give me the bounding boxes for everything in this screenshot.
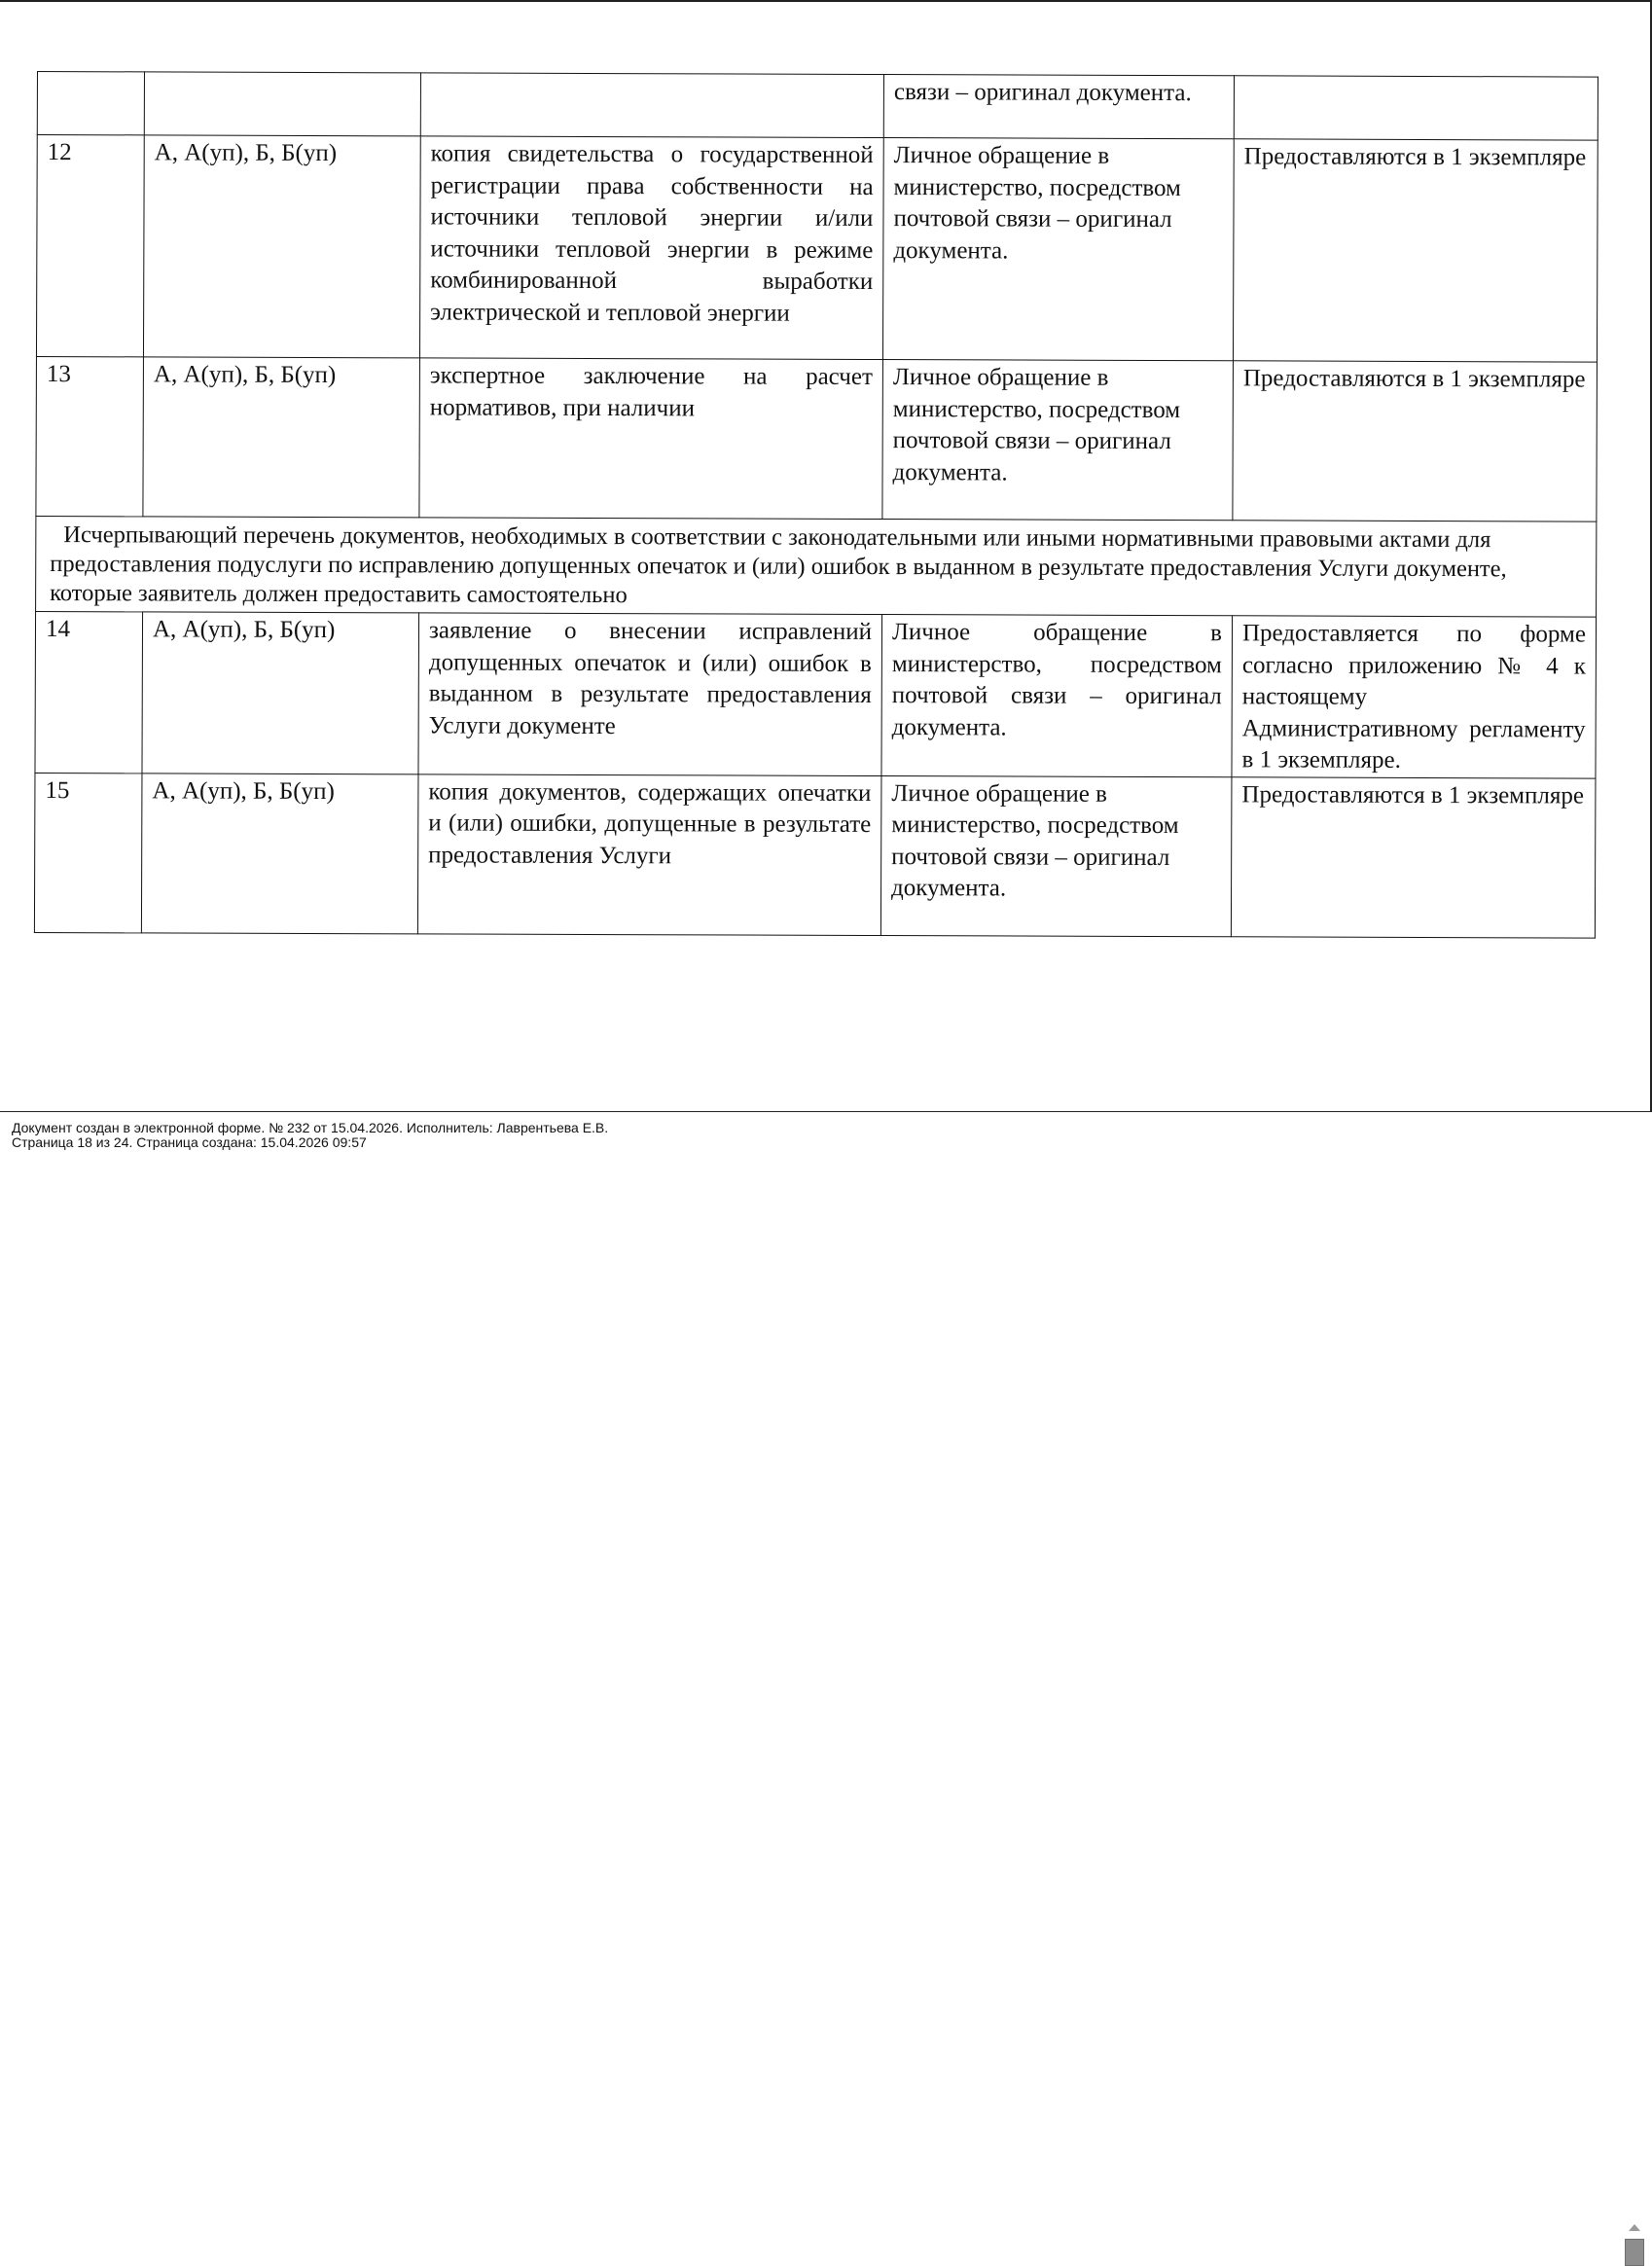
applicant-categories: А, А(уп), Б, Б(уп): [142, 612, 419, 773]
document-footer: [0, 1111, 1652, 1169]
row-number: 12: [36, 135, 144, 357]
submission-method: Личное обращение в министерство, посредством почтовой связи – оригинал документа.: [882, 360, 1234, 521]
footer-document-info: Документ создан в электронной форме. № 232 от 15.04.2026. Исполнитель: Лаврентьева Е.В.: [12, 1120, 609, 1135]
submission-note: Предоставляется по форме согласно приложению № 4 к настоящему Административному регламенту в 1 экземпляре.: [1232, 616, 1597, 778]
documents-table: [34, 71, 1598, 938]
applicant-categories: А, А(уп), Б, Б(уп): [143, 357, 420, 518]
section-heading: [36, 516, 1597, 617]
table-row: [34, 773, 1596, 938]
scroll-up-arrow-icon[interactable]: [1629, 2224, 1640, 2231]
row-number: 13: [36, 356, 144, 516]
document-description: заявление о внесении исправлений допущенных опечаток и (или) ошибок в выданном в результате предоставления Услуги документе: [418, 613, 882, 775]
row-number: 14: [35, 611, 143, 773]
section-heading-row: [36, 516, 1597, 617]
submission-note: Предоставляются в 1 экземпляре: [1231, 776, 1596, 937]
applicant-categories: [144, 72, 420, 136]
submission-method: Личное обращение в министерство, посредством почтовой связи – оригинал документа.: [882, 138, 1234, 361]
row-number: 15: [34, 773, 142, 932]
submission-note: [1234, 76, 1598, 140]
submission-method: связи – оригинал документа.: [883, 75, 1234, 139]
applicant-categories: А, А(уп), Б, Б(уп): [143, 135, 420, 358]
section-heading-text: Исчерпывающий перечень документов, необходимых в соответствии с законодательными или иными нормативными правовыми актами для предоставления подуслуги по исправлению допущенных опечаток и (или) ошибок в выданном в результате предоставления Услуги документе, которые заявитель должен предоставить самостоятельно: [50, 522, 1507, 609]
scrollbar-thumb[interactable]: [1625, 2239, 1644, 2266]
submission-note: Предоставляются в 1 экземпляре: [1233, 139, 1598, 362]
table-row: [36, 135, 1598, 363]
applicant-categories: А, А(уп), Б, Б(уп): [141, 773, 418, 933]
document-description: копия свидетельства о государственной регистрации права собственности на источники тепловой энергии и/или источники тепловой энергии в режиме комбинированной выработки электрической и тепловой энергии: [419, 136, 883, 360]
document-description: копия документов, содержащих опечатки и (или) ошибки, допущенные в результате предоставления Услуги: [417, 773, 881, 935]
footer-page-info: Страница 18 из 24. Страница создана: 15.04.2026 09:57: [12, 1134, 367, 1150]
table-row: [36, 356, 1598, 522]
row-number: [37, 72, 144, 135]
document-description: экспертное заключение на расчет нормативов, при наличии: [419, 358, 883, 520]
submission-method: Личное обращение в министерство, посредством почтовой связи – оригинал документа.: [881, 615, 1233, 777]
table-row: [37, 72, 1598, 141]
submission-method: Личное обращение в министерство, посредством почтовой связи – оригинал документа.: [880, 775, 1232, 936]
page-top-border: [0, 0, 1652, 2]
document-description: [420, 73, 883, 138]
submission-note: Предоставляются в 1 экземпляре: [1233, 361, 1598, 522]
table-row: [35, 611, 1597, 777]
